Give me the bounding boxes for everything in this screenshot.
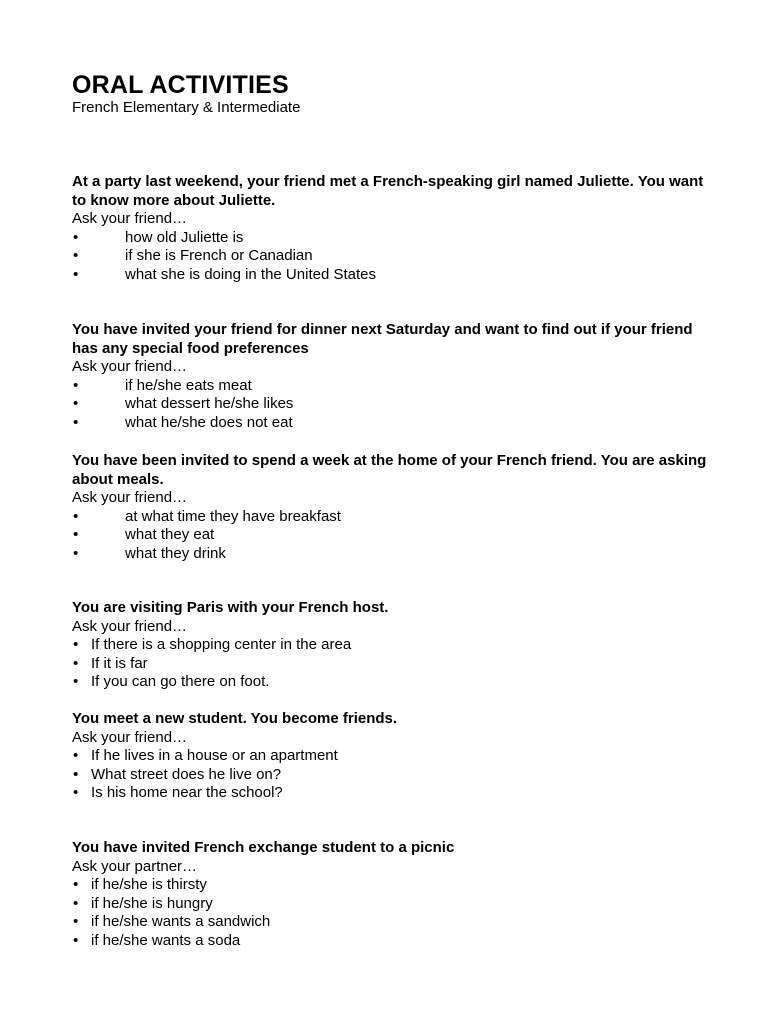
list-item-text: what she is doing in the United States [125,265,376,283]
list-item [72,508,712,527]
activity-section [72,599,712,692]
list-item [72,932,712,951]
list-item [72,229,712,248]
question-list [72,377,712,433]
page-title: ORAL ACTIVITIES [72,71,289,99]
bullet-icon: • [73,507,79,525]
list-item [72,377,712,396]
list-item-text: if he/she eats meat [125,376,252,394]
list-item-text: if he/she wants a soda [91,931,241,949]
bullet-icon: • [73,784,79,801]
bullet-icon: • [73,376,79,394]
list-item [72,655,712,674]
bullet-icon: • [73,876,79,893]
bullet-icon: • [73,747,79,764]
bullet-icon: • [73,526,79,543]
question-list [72,508,712,564]
bullet-icon: • [73,673,79,690]
list-item-text: If he lives in a house or an apartment [91,747,338,764]
bullet-icon: • [73,913,79,930]
bullet-icon: • [73,765,79,783]
bullet-icon: • [73,247,79,264]
list-item-text: if he/she is thirsty [91,876,207,893]
activity-prompt: Ask your friend… [72,489,188,506]
question-list [72,229,712,285]
activity-section [72,452,712,563]
activity-prompt: Ask your friend… [72,617,188,635]
activity-section [72,839,712,950]
list-item [72,673,712,692]
list-item [72,395,712,414]
list-item-text: what they eat [125,526,215,543]
list-item [72,526,712,545]
activity-heading: You are visiting Paris with your French host. [72,599,389,616]
list-item [72,895,712,914]
activity-section [72,173,712,284]
list-item-text: If you can go there on foot. [91,673,270,690]
list-item [72,636,712,655]
activity-heading: You have invited French exchange student to a picnic [72,839,455,856]
activity-heading: You have invited your friend for dinner next Saturday and want to find out if your friend has any special food preferences [72,321,693,357]
list-item-text: how old Juliette is [125,228,244,246]
list-item [72,876,712,895]
bullet-icon: • [73,413,79,431]
list-item-text: what dessert he/she likes [125,395,294,412]
list-item [72,545,712,564]
list-item-text: If it is far [91,654,148,672]
list-item-text: if he/she is hungry [91,894,213,912]
bullet-icon: • [73,544,79,562]
activity-prompt: Ask your friend… [72,728,188,746]
activity-prompt: Ask your partner… [72,857,198,875]
list-item [72,414,712,433]
question-list [72,747,712,803]
activity-section [72,710,712,803]
list-item [72,784,712,803]
list-item-text: Is his home near the school? [91,784,283,801]
list-item [72,913,712,932]
activity-heading: At a party last weekend, your friend met a French-speaking girl named Juliette. You want to know more about Juliette. [72,173,704,209]
bullet-icon: • [73,636,79,653]
list-item [72,266,712,285]
question-list [72,636,712,692]
page-subtitle: French Elementary & Intermediate [72,99,301,116]
list-item-text: if he/she wants a sandwich [91,913,271,930]
activity-heading: You meet a new student. You become friends. [72,710,398,727]
bullet-icon: • [73,654,79,672]
activity-prompt: Ask your friend… [72,210,188,227]
list-item [72,747,712,766]
bullet-icon: • [73,931,79,949]
bullet-icon: • [73,395,79,412]
question-list [72,876,712,950]
bullet-icon: • [73,228,79,246]
list-item-text: at what time they have breakfast [125,507,341,525]
list-item [72,247,712,266]
bullet-icon: • [73,265,79,283]
list-item-text: what they drink [125,544,226,562]
list-item [72,766,712,785]
activity-prompt: Ask your friend… [72,358,188,375]
bullet-icon: • [73,894,79,912]
activity-section [72,321,712,432]
list-item-text: If there is a shopping center in the area [91,636,352,653]
list-item-text: if she is French or Canadian [125,247,313,264]
list-item-text: What street does he live on? [91,765,282,783]
list-item-text: what he/she does not eat [125,413,293,431]
activity-heading: You have been invited to spend a week at the home of your French friend. You are asking about meals. [72,452,707,488]
